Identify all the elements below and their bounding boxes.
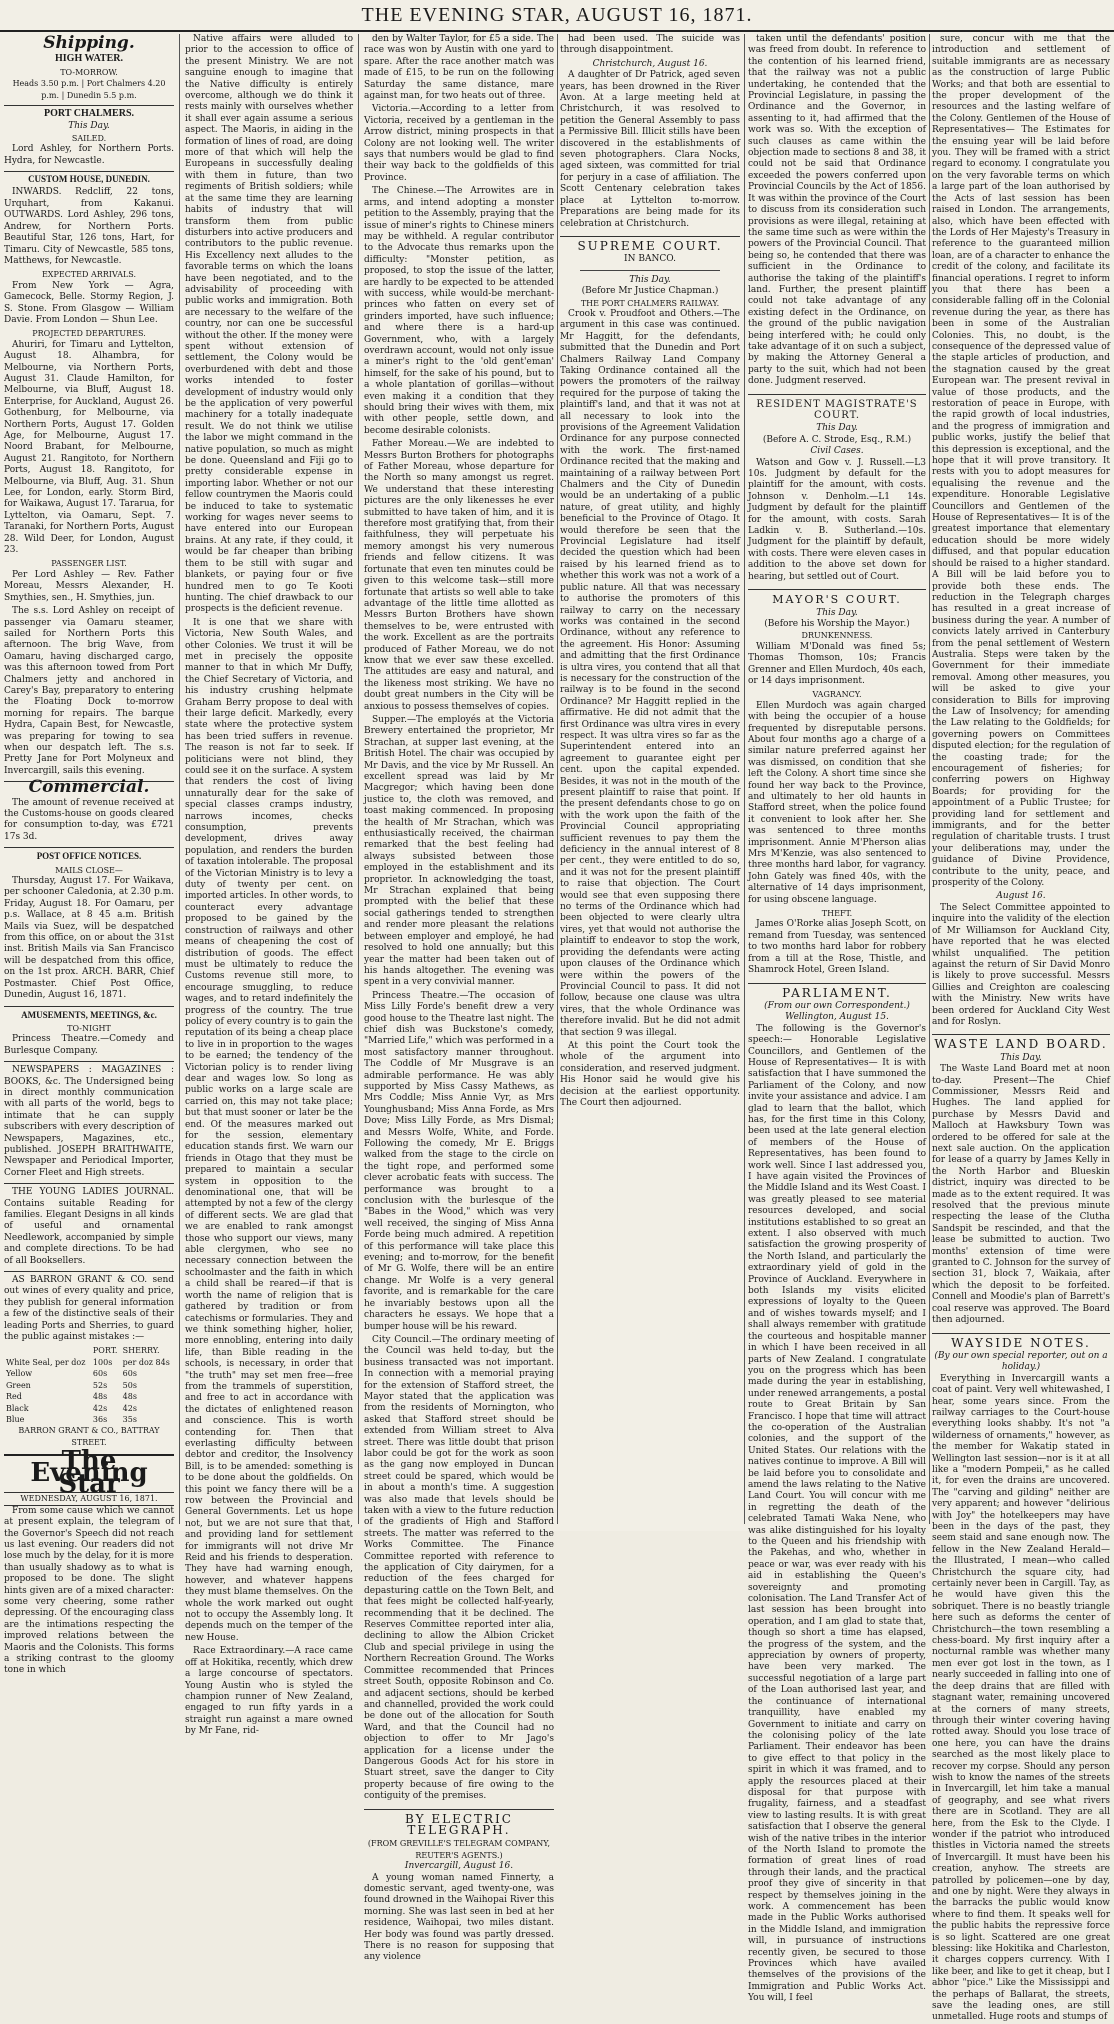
column-3 xyxy=(364,34,554,1963)
august-16-dateline: August 16. xyxy=(996,891,1046,902)
civil-cases-text: Watson and Gow v. J. Russell.—L3 10s. Judgment by default for the plaintiff for the amount, with costs. Johnson v. Denholm.—L1 14s. Judgment by default for the plaintiff for the amount, with costs. Sarah Ladkin v. B. Sutherland.—10s. Judgment for the plaintiff by default, with costs. There were eleven cases in addition to the above set down for hearing, but settled out of Court. xyxy=(748,457,926,582)
telegraph-source: (FROM GREVILLE'S TELEGRAM COMPANY, REUTER'S AGENTS.) xyxy=(367,1839,551,1860)
rm-this-day: This Day. xyxy=(816,423,858,434)
post-office-text: Thursday, August 17. For Waikava, per schooner Caledonia, at 2.30 p.m. Friday, August 18. For Oamaru, per p.s. Wallace, at 8 45 a.m. British Mails via Suez, will be despatched from this office, on or about the 31st inst. British Mails via San Francisco will be despatched from this office, on the 1st prox. ARCH. BARR, Chief Postmaster. Chief Post Office, Dunedin, August 16, 1871. xyxy=(4,876,174,1001)
date-line: WEDNESDAY, AUGUST 16, 1871. xyxy=(4,1492,174,1505)
amusements-heading: AMUSEMENTS, MEETINGS, &c. xyxy=(4,1006,174,1021)
resident-magistrate-heading: RESIDENT MAGISTRATE'S COURT. xyxy=(748,394,926,422)
masthead xyxy=(0,0,1114,32)
supreme-before: (Before Mr Justice Chapman.) xyxy=(581,286,719,297)
christchurch-text: A daughter of Dr Patrick, aged seven years, has been drowned in the River Avon. At a large meeting held at Christchurch, it was resolved to petition the General Assembly to pass a Permissive Bill. Illicit stills have been discovered in the establishments of seven photographers. Clara Nocks, aged sixteen, was committed for trial for perjury in a case of affiliation. The Scott Centenary celebration takes place at Lyttelton to-morrow. Preparations are being made for its celebration at Christchurch. xyxy=(560,70,740,229)
wellington-dateline: Wellington, August 15. xyxy=(785,1012,889,1023)
chinese-paragraph: The Chinese.—The Arrowites are in arms, and intend adopting a monster petition to the Assembly, praying that the issue of miner's rights to Chinese miners may be withheld. A regular contributor to the Advocate thus remarks upon the difficulty: "Monster petition, as proposed, to stop the issue of the latter, are hardly to be expected to be attended with success, while would-be merchant-princes who fatten on every set of grinders imported, have such influence; and where there is a hard-up Government, who, with a largely overdrawn account, would not only issue a miner's right to the 'old gent'eman' himself, for the sake of his pound, but to a whole plantation of gorillas—without even making it a condition that they should bring their wives with them, mix with other people, settle down, and become desirable colonists. xyxy=(364,186,554,436)
princess-theatre-paragraph: Princess Theatre.—The occasion of Miss Lilly Forde's benefit drew a very good house to the Theatre last night. The chief dish was Buckstone's comedy, "Married Life," which was performed in a most satisfactory manner throughout. The Coddle of Mr Musgrave is an admirable performance. He was ably supported by Miss Cassy Mathews, as Mrs Coddle; Miss Annie Vyr, as Mrs Younghusband; Miss Anna Forde, as Mrs Dove; Miss Lilly Forde, as Mrs Dismal; and Messrs Wolfe, White, and Forde. Following the comedy, Mr E. Briggs walked from the stage to the circle on the tight rope, and performed some clever acrobatic feats with success. The performance was brought to a conclusion with the burlesque of the "Babes in the Wood," which was very well received, the singing of Miss Anna Forde being much admired. A repetition of this performance will take place this evening; and to-morrow, for the benefit of Mr G. Wolfe, there will be an entire change. Mr Wolfe is a very general favorite, and is remarkable for the care he invariably bestows upon all the characters he essays. We hope that a bumper house will be his reward. xyxy=(364,990,554,1332)
masthead-title: THE EVENING STAR, AUGUST 16, 1871. xyxy=(361,4,753,26)
tonight-label: TO-NIGHT xyxy=(67,1023,111,1033)
table-row: White Seal, per doz 100s per doz 84s xyxy=(6,1357,170,1367)
waste-land-text: The Waste Land Board met at noon to-day. Present—The Chief Commissioner, Messrs Reid and Hughes. The land applied for purchase by Messrs David and Malloch at Hawksbury Town was ordered to be offered for sale at the next sale auction. On the application for lease of a quarry by James Kelly in the North Harbor and Blueskin district, inquiry was directed to be made as to the extent required. It was resolved that the previous minute respecting the lease of the Clutha Sandspit be rescinded, and that the lease be submitted to auction. Two months' extension of time were granted to C. Johnson for the survey of section 31, block 7, Waikaia, after which the deposit to be forfeited. Connell and Moodie's plan of Barrett's coal reserve was approved. The Board then adjourned. xyxy=(932,1064,1110,1326)
governors-speech-text: The following is the Governor's speech:— Honorable Legislative Councillors, and Gentlemen of the House of Representatives— It is with satisfaction that I have summoned the Parliament of the Colony, and now invite your assistance and advice. I am glad to learn that the ballot, which has, for the first time in this Colony, been used at the late general election of members of the House of Representatives, has been found to work well. Since I last addressed you, I have again visited the Provinces of the Middle Island and its West Coast. I was greatly pleased to see material resources developed, and social institutions established to so great an extent. I also observed with much satisfaction the growing prosperity of the North Island, and particularly the extraordinary yield of gold in the Province of Auckland. Everywhere in both Islands my visits elicited expressions of loyalty to the Queen and of wishes towards myself; and I shall always remember with gratitude the courteous and hospitable manner in which I have been received in all parts of New Zealand. I congratulate you on the progress which has been made during the year in establishing, under renewed arrangements, a postal route to Great Britain by San Francisco. I hope that time will attract the co-operation of the Australian colonies, and the support of the United States. Our relations with the natives continue to improve. A Bill will be laid before you to consolidate and amend the laws relating to the Native Land Court. You will concur with me in regretting the death of the celebrated Tamati Waka Nene, who was alike distinguished for his loyalty to the Queen and his friendship with the Pakehas, and who, whether in peace or war, was ever ready with his aid in establishing the Queen's sovereignty and promoting colonisation. The Land Transfer Act of last session has been brought into operation, and I am glad to state that, though so short a time has elapsed, the progress of the system, and the appreciation by owners of property, have been very marked. The successful negotiation of a large part of the Loan authorised last year, and the continuance of international tranquillity, have enabled my Government to initiate and carry on the colonising policy of the late Parliament. Their endeavor has been to give effect to that policy in the spirit in which it was framed, and to apply the resources placed at their disposal for that purpose with frugality, fairness, and a steadfast view to lasting results. It is with great satisfaction that I observe the general wish of the native tribes in the interior of the North Island to promote the formation of great lines of road through their lands, and the practical proof they give of sincerity in that respect by themselves joining in the work. A commencement has been made in the Public Works authorised in the Middle Island, and immigration will, in pursuance of instructions recently given, be secured to those Provinces which have availed themselves of the provisions of the Immigration and Public Works Act. You will, I feel xyxy=(748,1023,926,2004)
amusements-text: Princess Theatre.—Comedy and Burlesque Company. xyxy=(4,1034,174,1056)
editorial-text-2: It is one that we share with Victoria, New South Wales, and other Colonies. We trust it will be met in precisely the opposite manner to that in which Mr Duffy, the Chief Secretary of Victoria, and his industry crushing helpmate Graham Berry propose to deal with their large deficit. Markedly, every state where the protective system has been tried suffers in revenue. The reason is not far to seek. If politicians were not blind, they could see it on the surface. A system that renders the cost of living unnaturally dear for the sake of special classes cramps industry, narrows incomes, checks consumption, prevents development, drives away population, and renders the burden of taxation intolerable. The proposal of the Victorian Ministry is to levy a duty of twenty per cent. on imported articles. In other words, to counteract every advantage proposed to be gained by the construction of railways and other means of cheapening the cost of distribution of goods. The effect must be ultimately to reduce the Customs revenue still more, to encourage smuggling, to reduce wages, and to retard indefinitely the progress of the country. The true policy of every country is to gain the reputation of its being a cheap place to live in in proportion to the wages to be earned; the tendency of the Victorian policy is to render living dear and wages low. So long as public works on a large scale are carried on, this may not take place; but that must sooner or later be the end. Of the measures marked out for the session, elementary education stands first. We warn our friends in Otago that they must be prepared to maintain a secular system in opposition to the denominational one, that will be attempted by not a few of the clergy of different sects. We are glad that we are enabled to rank amongst those who support our views, many able clergymen, who see no necessary connection between the schoolmaster and the faith in which a child shall be reared—if that is worth the name of religion that is gathered by tradition or from catechisms or formularies. They and we think something higher, holier, more ennobling, entering into daily life, than Bible reading in the schools, is necessary, in order that "the truth" may set men free—free from the trammels of superstition, and free to act in accordance with the dictates of enlightened reason and conscience. This is worth contending for. Then that everlasting difficulty between debtor and creditor, the Insolvency Bill, is to be amended: something is to be done about the goldfields. On this point we fancy there will be a row between the Provincial and General Governments. Let us hope not, but we are not sure that that, and providing land for settlement for immigrants will not drive Mr Reid and his friends to desperation. They have had warning enough, however, and whatever happens they must blame themselves. On the whole the work marked out ought not to occupy the Assembly long. It depends much on the temper of the new House. xyxy=(185,617,353,1643)
this-day: This Day. xyxy=(68,121,110,132)
mayor-this-day: This Day. xyxy=(816,607,858,618)
supreme-court-heading: SUPREME COURT. xyxy=(560,236,740,252)
barron-sign: BARRON GRANT & CO., BATTRAY STREET. xyxy=(18,1426,160,1447)
drunkenness-text: William M'Donald was fined 5s; Thomas Thomson, 10s; Francis Grenner and Ellen Murdoch, 40s each, or 14 days imprisonment. xyxy=(748,641,926,686)
port-heading: PORT CHALMERS. xyxy=(4,105,174,119)
moreau-paragraph: Father Moreau.—We are indebted to Messrs Burton Brothers for photographs of Father Moreau, whose departure for the North so many amongst us regret. We understand that these interesting pictures are the only likenesses he ever submitted to have taken of him, and it is therefore most gratifying that, from their faithfulness, they will perpetuate his memory amongst his very numerous friends and fellow citizens. It was fortunate that even ten minutes could be given to this welcome task—still more fortunate that artists so well able to take advantage of the little time allotted as Messrs Burton Brothers have shown themselves to be, were entrusted with the work. Excellent as are the portraits produced of Father Moreau, we do not know that we ever saw these excelled. The attitudes are easy and natural, and the likeness most striking. We have no doubt great numbers in the City will be anxious to possess themselves of copies. xyxy=(364,439,554,712)
wine-price-table: PORT. SHERRY. White Seal, per doz 100s per doz 84s Yellow 60s 60s Green 52s 50s Red 48s 48s Black 42s 42s Blue 36s 35s xyxy=(4,1345,174,1425)
theft-text: James O'Rorke alias Joseph Scott, on remand from Tuesday, was sentenced to two months hard labor for robbery from a till at the Rose, Thistle, and Shamrock Hotel, Green Island. xyxy=(748,919,926,976)
victoria-paragraph: Victoria.—According to a letter from Victoria, received by a gentleman in the Arrow district, mining prospects in that Colony are not looking well. The writer says that numbers would be glad to find their way back to the goldfields of this Province. xyxy=(364,104,554,183)
column-rule xyxy=(744,34,745,1524)
mayors-court-heading: MAYOR'S COURT. xyxy=(748,589,926,605)
vagrancy-text: Ellen Murdoch was again charged with being the occupier of a house frequented by disreputable persons. About four months ago a charge of a similar nature preferred against her was dismissed, on condition that she left the Colony. A short time since she found her way back to the Province, and ultimately to her old haunts in Stafford street, when the police found it convenient to look after her. She was sentenced to three months imprisonment. Annie M'Pherson alias Mrs M'Kenzie, was also sentenced to three months hard labor, for vagrancy. John Gately was fined 40s, with the alternative of 14 days imprisonment, for using obscene language. xyxy=(748,700,926,905)
evening-star-title: The Evening Star xyxy=(4,1454,174,1490)
high-water-heading: HIGH WATER. xyxy=(55,53,123,65)
table-row: Blue 36s 35s xyxy=(6,1414,137,1424)
tide-times: Heads 3.50 p.m. | Port Chalmers 4.20 p.m. | Dunedin 5.5 p.m. xyxy=(12,79,166,100)
shipping-notes: The s.s. Lord Ashley on receipt of passenger via Oamaru steamer, sailed for Northern Ports this afternoon. The brig Wave, from Oamaru, having discharged cargo, was this afternoon towed from Port Chalmers jetty and anchored in Carey's Bay, preparatory to entering the Floating Dock to-morrow morning for repairs. The barque Hydra, Capain Best, for Newcastle, was preparing for towing to sea when our despatch left. The s.s. Pretty Jane for Port Molyneux and Invercargill, sails this evening. xyxy=(4,606,174,776)
expected-text: From New York — Agra, Gamecock, Belle. Stormy Region, J. S. Stone. From Glasgow — William Davie. From London — Shun Lee. xyxy=(4,280,174,325)
column-5 xyxy=(748,34,926,2004)
column-6 xyxy=(932,34,1110,2023)
race-continued: den by Walter Taylor, for £5 a side. The race was won by Austin with one yard to spare. After the race another match was made of £15, to be run on the following Saturday the same distance, mare against man, for two heats out of three. xyxy=(364,34,554,102)
expected-label: EXPECTED ARRIVALS. xyxy=(41,270,137,280)
mails-label: MAILS CLOSE— xyxy=(55,865,123,875)
wayside-text: Everything in Invercargill wants a coat of paint. Very well whitewashed, I hear, some years since. From the railway carriages to the Court-house everything looks shabby. It's not "a wilderness of ornaments," however, as the member for Wakatip stated in Wellington last session—nor is it at all like a "modern Pompeii," as he called it, for even the drains are uncovered. The "carving and gilding" neither are very apparent; and however "delirious with Joy" the hotelkeepers may have been in the days of the past, they seem staid and sane enough now. The fellow in the New Zealand Herald—the Illustrated, I mean—who called Christchurch the square city, had certainly never been in Cargill. Tay, as he would have given this the sobriquet. There is no beastly triangle here such as deforms the center of Christchurch—the town resembling a chess-board. My first inquiry after a nocturnal ramble was whether many men ever got lost in the town, as I nearly succeeded in falling into one of the deep drains that are filled with stagnant water, remaining uncovered at the corners of many streets, through their winter covering having rotted away. Should you lose trace of one here, you can have the drains searched as the most likely place to recover my corpse. Should any person wish to know the names of the streets in Invercargill, let him take a manual of geography, and see what rivers there are in Scotland. They are all here, from the Esk to the Clyde. I wonder if the patriot who introduced thistles in Victoria named the streets of Invercargill. It must have been his creation, anyhow. The streets are patrolled by policemen—one by day, and one by night. Were they always in the barracks the public would know where to find them. It speaks well for the public habits the repressive force is so light. Scattered are one great blessing: like Hokitika and Charleston, it charges coppers currency. With I like beer, and like to get it cheap, but I abhor "pice." Like the Mississippi and the perhaps of Ballarat, the streets, save the leading ones, are still unmetalled. Huge roots and stumps of xyxy=(932,1373,1110,2023)
railway-case-text-2: At this point the Court took the whole of the argument into consideration, and reserved judgment. His Honor said he would give his decision at the earliest opportunity. The Court then adjourned. xyxy=(560,1040,740,1108)
projected-text: Ahuriri, for Timaru and Lyttelton, August 18. Alhambra, for Melbourne, via Northern Ports, August 31. Claude Hamilton, for Melbourne, via Bluff, August 18. Enterprise, for Auckland, August 26. Gothenburg, for Melbourne, via Northern Ports, August 17. Golden Age, for Melbourne, August 17. Noord Brabant, for Melbourne, August 21. Rangitoto, for Northern Ports, August 18. Rangitoto, for Melbourne, via Bluff, Aug. 31. Shun Lee, for London, early. Storm Bird, for Waikawa, August 17. Tararua, for Lyttelton, via Oamaru, Sept. 7. Taranaki, for Northern Ports, August 28. Wild Deer, for London, August 23. xyxy=(4,339,174,556)
sailed-label: SAILED. xyxy=(71,133,107,143)
waste-this-day: This Day. xyxy=(1000,1052,1042,1063)
table-row: Red 48s 48s xyxy=(6,1392,137,1402)
commercial-heading: Commercial. xyxy=(4,781,174,793)
case-continued: taken until the defendants' position was freed from doubt. In reference to the contention of his learned friend, that the railway was not a public undertaking, he contended that the Provincial Legislature, in passing the Ordinance and the Governor, in assenting to it, had affirmed that the work was so. With the exception of such clauses as came within the objection made to sections 8 and 38, it could not be said that Ordinance exceeded the powers conferred upon Provincial Councils by the Act of 1856. It was within the province of the Court to discuss from its consideration such provisions as were illegal, retaining at the same time such as were within the powers of the Provincial Council. That being so, he contended that there was sufficient in the Ordinance to authorise the taking of the plaintiff's land. Further, the present plaintiff could not take advantage of any existing defect in the Ordinance, on the ground of the public navigation being interfered with; he could only take advantage of it on such a subject, by making the Attorney General a party to the suit, which had not been done. Judgment reserved. xyxy=(748,34,926,387)
supper-paragraph: Supper.—The employés at the Victoria Brewery entertained the proprietor, Mr Strachan, at supper last evening, at the British Hotel. The chair was occupied by Mr Davis, and the vice by Mr Russell. An excellent spread was laid by Mr Macgregor; which having been done justice to, the cloth was removed, and toast making commenced. In proposing the health of Mr Strachan, which was enthusiastically received, the chairman remarked that the best feeling had always subsisted between those employed in the establishment and its proprietor. In acknowledging the toast, Mr Strachan explained that being prompted with the belief that these social gatherings tended to strengthen and render more pleasant the relations between employer and employé, he had resolved to hold one annually; but this year the matter had been taken out of his hands altogether. The evening was spent in a very convivial manner. xyxy=(364,714,554,988)
wayside-notes-heading: WAYSIDE NOTES. xyxy=(932,1333,1110,1349)
table-row: Green 52s 50s xyxy=(6,1380,137,1390)
ladies-journal-ad: THE YOUNG LADIES JOURNAL. Contains suitable Reading for families. Elegant Designs in all kinds of useful and ornamental Needlework, accompanied by simple and complete directions. To be had of all Booksellers. xyxy=(4,1183,174,1267)
passenger-text: Per Lord Ashley — Rev. Father Moreau, Messrs Alexander, H. Smythies, sen., H. Smythies, jun. xyxy=(4,569,174,603)
christchurch-dateline: Christchurch, August 16. xyxy=(592,58,708,69)
railway-label: THE PORT CHALMERS RAILWAY. xyxy=(580,298,720,308)
customs-text: INWARDS. Redcliff, 22 tons, Urquhart, from Kakanui. OUTWARDS. Lord Ashley, 296 tons, Andrew, for Northern Ports. Beautiful Star, 126 tons, Hart, for Timaru. City of Newcastle, 585 tons, Matthews, for Newcastle. xyxy=(4,187,174,266)
parliament-subtitle: (From our own Correspondent.) xyxy=(764,1000,910,1011)
barron-grant-ad: AS BARRON GRANT & CO. send out wines of every quality and price, they publish for general information a few of the distinctive seals of their leading Ports and Sherries, to guard the public against mistakes :— xyxy=(4,1271,174,1343)
commercial-text: The amount of revenue received at the Customs-house on goods cleared for consumption to-day, was £721 17s 3d. xyxy=(4,797,174,842)
table-row: Yellow 60s 60s xyxy=(6,1369,137,1379)
projected-label: PROJECTED DEPARTURES. xyxy=(32,329,146,339)
select-committee-text: The Select Committee appointed to inquire into the validity of the election of Mr Williamson for Auckland City, have reported that he was elected whilst unqualified. The petition against the return of Sir David Monro is likely to prove successful. Messrs Gillies and Creighton are coalescing with the Ministry. New writs have been ordered for Auckland City West and for Roslyn. xyxy=(932,902,1110,1027)
drunkenness-label: DRUNKENNESS. xyxy=(801,631,873,641)
rm-before: (Before A. C. Strode, Esq., R.M.) xyxy=(762,434,912,445)
column-1 xyxy=(4,33,174,1676)
civil-cases-label: Civil Cases. xyxy=(810,446,864,457)
column-rule xyxy=(929,34,930,1524)
invercargill-text: A young woman named Finnerty, a domestic servant, aged twenty-one, was found drowned in the Waihopai River this morning. She was last seen in bed at her residence, Waihopai, two miles distant. Her body was found was partly dressed. There is no reason for supposing that any violence xyxy=(364,1872,554,1963)
customs-heading: CUSTOM HOUSE, DUNEDIN. xyxy=(4,171,174,185)
wayside-subtitle: (By our own special reporter, out on a holiday.) xyxy=(934,1350,1108,1373)
railway-case-text: Crook v. Proudfoot and Others.—The argument in this case was continued. Mr Haggitt, for the defendants, submitted that the Dunedin and Port Chalmers Railway Land Company Taking Ordinance contained all the powers the promoters of the railway required for the purpose of taking the plaintiff's land, and that it was not at all necessary to look into the provisions of the Agreement Validation Ordinance for any purpose connected with the work. The first-named Ordinance recited that the making and maintaining of a railway between Port Chalmers and the City of Dunedin would be an undertaking of a public nature, of great utility, and highly beneficial to the Province of Otago. It would therefore be seen that the Provincial Legislature had itself decided the question which had been raised by his learned friend as to whether this work was not a work of a public nature. All that was necessary to authorise the promoters of this railway to carry on the necessary works was contained in the second Ordinance, without any reference to the agreement. His Honor: Assuming and admitting that the first Ordinance is ultra vires, you contend that all that is necessary for the construction of the railway is to be found in the second Ordinance? Mr Haggitt replied in the affirmative. He did not admit that the first Ordinance was ultra vires in every respect. It was ultra vires so far as the Superintendent entered into an agreement to guarantee eight per cent. upon the capital expended. Besides, it was not in the mouth of the present plaintiff to raise that point. If the present defendants chose to go on with the work upon the faith of the Provincial Council appropriating sufficient revenues to pay them the deficiency in the annual interest of 8 per cent., they were entitled to do so, and it was not for the present plaintiff to raise that objection. The Court would see that even supposing there no terms of the Ordinance which had been objected to were clearly ultra vires, yet that would not authorise the plaintiff to endeavor to stop the work, providing the defendants were acting upon clauses of the Ordinance which were within the powers of the Provincial Council to pass. It did not follow, because one clause was ultra vires, that the whole Ordinance was therefore invalid. But he did not admit that section 9 was illegal. xyxy=(560,308,740,1038)
in-banco: IN BANCO. xyxy=(624,254,676,265)
suicide-continued: had been used. The suicide was through disappointment. xyxy=(560,34,740,56)
column-rule xyxy=(358,34,359,1524)
telegraph-heading: BY ELECTRIC TELEGRAPH. xyxy=(364,1809,554,1837)
supreme-this-day: This Day. xyxy=(629,274,671,285)
newspapers-ad: NEWSPAPERS : MAGAZINES : BOOKS, &c. The Undersigned being in direct monthly communication with all parts of the world, begs to intimate that he can supply subscribers with every description of Newspapers, Magazines, etc., published. JOSEPH BRAITHWAITE, Newspaper and Periodical Importer, Corner Fleet and High streets. xyxy=(4,1061,174,1179)
race-paragraph: Race Extraordinary.—A race came off at Hokitika, recently, which drew a large concourse of spectators. Young Austin who is styled the champion runner of New Zealand, engaged to run fifty yards in a straight run against a mare owned by Mr Fane, rid- xyxy=(185,1646,353,1737)
passenger-label: PASSENGER LIST. xyxy=(51,559,127,569)
waste-land-board-heading: WASTE LAND BOARD. xyxy=(932,1034,1110,1050)
editorial-text-1: Native affairs were alluded to prior to the accession to office of the present Ministry. We are not sanguine enough to imagine that the Native difficulty is entirely overcome, although we do think it rests mainly with ourselves whether it shall ever again assume a serious aspect. The Maoris, in aiding in the formation of lines of road, are doing more of that which will help the Europeans in successfully dealing with them in future, than two regiments of British soldiers; while at the same time they are learning habits of industry that will transform them from public disturbers into active producers and contributors to the public revenue. His Excellency next alludes to the favorable terms on which the loans have been negotiated, and to the advisability of proceeding with public works and immigration. Both are necessary to the welfare of the country, nor can one be successful without the other. If the money were spent without extension of settlement, the Colony would be overburdened with debt and those works intended to foster development of industry would only be the application of very powerful machinery for a totally inadequate result. We do not think we utilise the labor we might command in the native population, so much as might be done. Queensland and Fiji go to pretty considerable expense in importing labor. Whether or not our fellow countrymen the Maoris could be induced to take to systematic working for wages never seems to have entered into our European brains. At any rate, if they could, it would be far cheaper than bribing them to be still with sugar and blankets, or paying four or five hundred men to go Te Kooti hunting. The chief drawback to our prospects is the deficient revenue. xyxy=(185,34,353,615)
sailed-text: Lord Ashley, for Northern Ports. Hydra, for Newcastle. xyxy=(4,144,174,166)
shipping-heading: Shipping. xyxy=(43,33,135,53)
vagrancy-label: VAGRANCY. xyxy=(812,690,862,700)
tomorrow-label: TO-MORROW. xyxy=(60,67,118,77)
column-rule xyxy=(557,34,558,1524)
table-row: Black 42s 42s xyxy=(6,1403,137,1413)
theft-label: THEFT. xyxy=(821,909,853,919)
mayor-before: (Before his Worship the Mayor.) xyxy=(764,618,910,629)
column-rule xyxy=(179,34,180,1524)
speech-continued: sure, concur with me that the introduction and settlement of suitable immigrants are as necessary as the construction of large Public Works; and that both are essential to the proper development of the resources and the lasting welfare of the Colony. Gentlemen of the House of Representatives— The Estimates for the ensuing year will be laid before you. They will be framed with a strict regard to economy. I congratulate you on the very favorable terms on which a large part of the loan authorised by the Acts of last session has been raised in London. The arrangements, also, which have been effected with the Lords of Her Majesty's Treasury in reference to the guaranteed million loan, are of a character to enhance the credit of the colony, and facilitate its financial operations. I regret to inform you that there has been a considerable falling off in the Colonial revenue during the year, as there has been in some of the Australian Colonies. This, no doubt, is the consequence of the depressed value of the staple articles of production, and the stagnation caused by the great European war. The present revival in value of those products, and the restoration of peace in Europe, with the rapid growth of local industries, and the progress of immigration and public works, justify the belief that this depression is exceptional, and the hope that it will prove transitory. It rests with you to adopt measures for equalising the revenue and the expenditure. Honorable Legislative Councillors and Gentlemen of the House of Representatives— It is of the greatest importance that elementary education should be more widely diffused, and that popular education should be raised to a higher standard. A Bill will be laid before you to provide both these ends. The reduction in the Telegraph charges has resulted in a great increase of business during the year. A number of convicts lately arrived in Canterbury from the penal settlement of Western Australia. Steps were taken by the Government for their immediate removal. Among other measures, you will be asked to give your consideration to Bills for improving the Law of Insolvency; for amending the Law relating to the Goldfields; for governing powers on Committees disputed election; for the regulation of the coasting trade; for the encouragement of fisheries; for conferring powers on Highway Boards; for providing for the appointment of a Public Trustee; for providing land for settlement and immigrants, and for the better regulation of charitable trusts. I trust your deliberations may, under the guidance of Divine Providence, contribute to the unity, peace, and prosperity of the Colony. xyxy=(932,34,1110,889)
column-2 xyxy=(185,34,353,1737)
city-council-paragraph: City Council.—The ordinary meeting of the Council was held to-day, but the business transacted was not important. In connection with a memorial praying for the extension of Stafford street, the Mayor stated that the application was from the residents of Mornington, who asked that Stafford street should be extended from William street to Alva street. There was little doubt that prison labor could be got for the work as soon as the gang now employed in Duncan street could be spared, which would be in about a month's time. A suggestion was also made that levels should be taken with a view to the future reduction of the gradients of High and Stafford streets. The matter was referred to the Works Committee. The Finance Committee reported with reference to the application of City dairymen, for a reduction of the fees charged for depasturing cattle on the Town Belt, and that fees might be collected half-yearly, recommending that it be declined. The Reserves Committee reported inter alia, declining to allow the Albion Cricket Club and special privilege in using the Northern Recreation Ground. The Works Committee recommended that Princes street South, opposite Robinson and Co. and adjacent sections, should be kerbed and channelled, provided the work could be done out of the allocation for South Ward, and that the Council had no objection to offer to Mr Jago's application for a license under the Dangerous Goods Act for his store in Stuart street, save the danger to City property because of fire owing to the contiguity of the premises. xyxy=(364,1334,554,1802)
parliament-heading: PARLIAMENT. xyxy=(748,983,926,999)
post-office-heading: POST OFFICE NOTICES. xyxy=(4,847,174,862)
leader-text: From some cause which we cannot at present explain, the telegram of the Governor's Speech did not reach us last evening. Our readers did not lose much by the delay, for it is more than usually shadowy as to what is proposed to be done. The slight hints given are of a mixed character: some very cheering, some rather depressing. Of the encouraging class are the intimations respecting the improved relations between the Maoris and the Colonists. This forms a striking contrast to the gloomy tone in which xyxy=(4,1505,174,1676)
invercargill-dateline: Invercargill, August 16. xyxy=(404,1861,514,1872)
column-4 xyxy=(560,34,740,1524)
